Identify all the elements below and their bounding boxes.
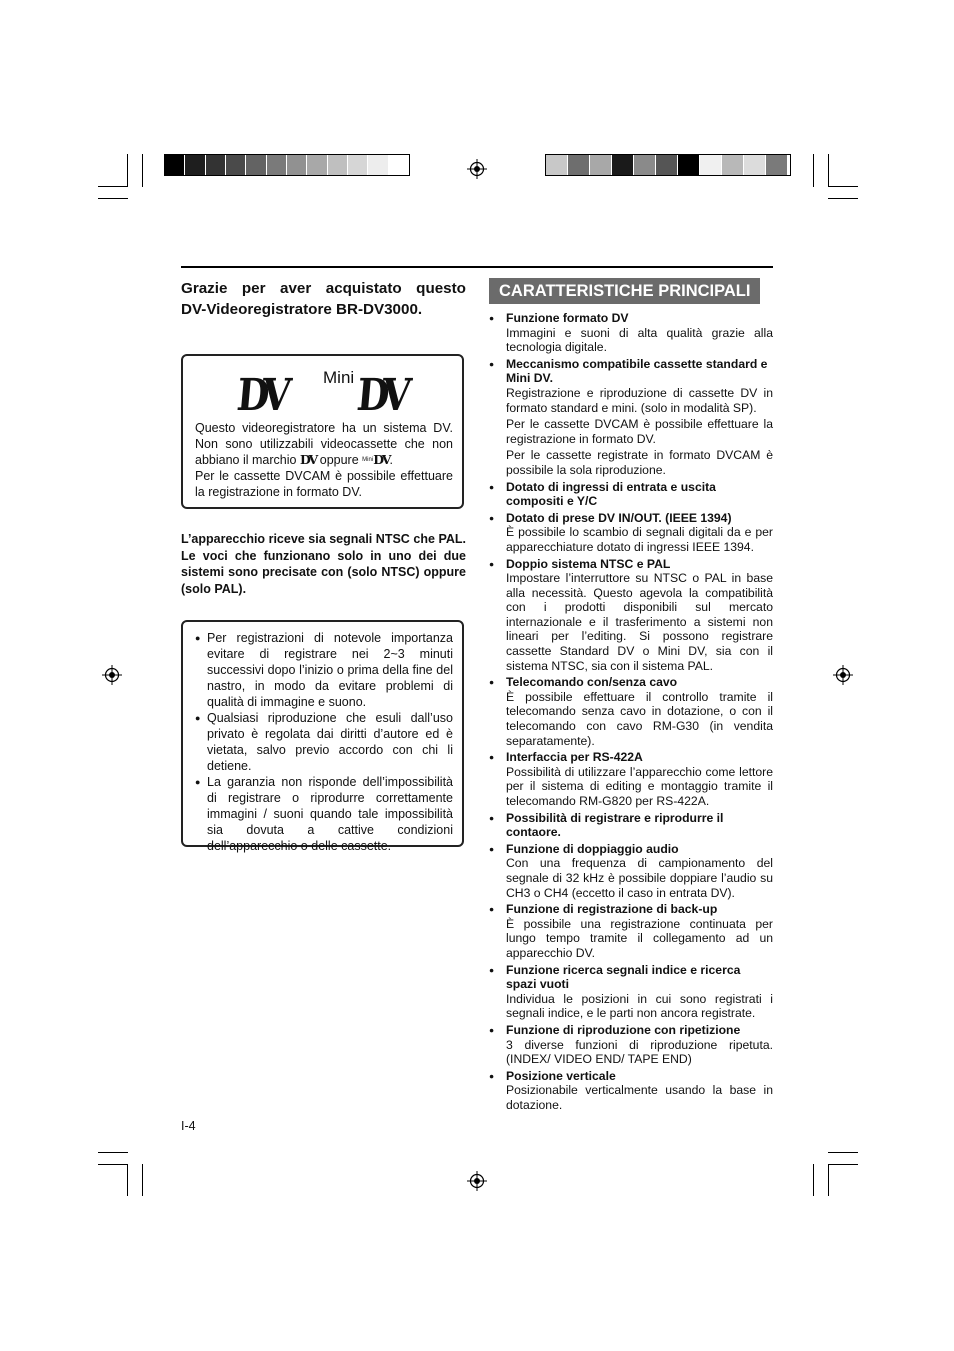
mini-dv-logo-icon: DV: [354, 370, 407, 421]
feature-title: ● Doppio sistema NTSC e PAL: [506, 556, 671, 571]
color-swatch: [328, 155, 348, 175]
feature-title: ● Funzione formato DV: [506, 311, 629, 325]
feature-description: Posizionabile verticalmente usando la base in dotazione.: [506, 1083, 773, 1112]
feature-item: [489, 357, 773, 478]
color-swatch: [246, 155, 266, 175]
logo-text-or: oppure: [319, 453, 359, 467]
feature-title: ● Meccanismo compatibile cassette standard e Mini DV.: [506, 356, 768, 386]
warning-item: ● La garanzia non risponde dell’impossibilità di registrare o riprodurre correttamente immagini / suoni quando tale impossibilità sia dovuta a cattive condizioni dell’apparecchio o delle cassette.: [195, 774, 453, 854]
crop-mark: [142, 1164, 143, 1196]
feature-title: ● Interfaccia per RS-422A: [506, 750, 643, 765]
intro-line-2: DV-Videoregistratore BR-DV3000.: [181, 301, 423, 318]
feature-item: [489, 750, 773, 808]
dv-mark-icon: DV: [299, 452, 317, 467]
crop-mark: [828, 154, 829, 187]
feature-title: ● Posizione verticale: [506, 1068, 616, 1083]
color-swatch: [348, 155, 368, 175]
logo-text-2: Per le cassette DVCAM è possibile effettuare la registrazione in formato DV.: [195, 469, 453, 499]
feature-item: [489, 675, 773, 748]
feature-note: Per le cassette DVCAM è possibile effettuare la registrazione in formato DV.: [506, 417, 773, 446]
registration-mark-icon: [467, 1171, 487, 1191]
intro-word: questo: [416, 280, 466, 297]
dv-logo-icon: DV: [234, 370, 287, 421]
feature-title: ● Funzione di registrazione di back-up: [506, 902, 718, 917]
feature-title: ● Funzione di riproduzione con ripetizione: [506, 1022, 741, 1037]
feature-item: [489, 963, 773, 1021]
warnings-list: [195, 630, 453, 854]
color-swatch: [368, 155, 388, 175]
crop-mark: [828, 1152, 858, 1153]
warning-item: ● Per registrazioni di notevole importanza evitare di registrare nei 2~3 minuti successivi dopo l’inizio o prima della fine del nastro, in modo da evitare problemi di qualità di immagine e suono.: [195, 630, 453, 710]
crop-mark: [98, 1152, 128, 1153]
feature-note: Per le cassette registrate in formato DVCAM è possibile la sola riproduzione.: [506, 448, 773, 477]
intro-word: Grazie: [181, 280, 228, 297]
feature-title: ● Funzione ricerca segnali indice e ricerca spazi vuoti: [506, 962, 741, 992]
feature-item: [489, 311, 773, 355]
color-swatch: [287, 155, 307, 175]
dv-logo-box: [181, 354, 464, 509]
feature-title: ● Dotato di prese DV IN/OUT. (IEEE 1394): [506, 510, 732, 525]
feature-item: [489, 842, 773, 900]
top-rule: [181, 266, 773, 268]
crop-mark: [127, 1164, 128, 1196]
feature-title: ● Dotato di ingressi di entrata e uscita compositi e Y/C: [506, 479, 716, 509]
ntsc-pal-note: L’apparecchio riceve sia segnali NTSC che PAL. Le voci che funzionano solo in uno dei due sistemi sono precisate con (solo NTSC) oppure (solo PAL).: [181, 532, 466, 596]
color-swatch: [165, 155, 185, 175]
feature-item: [489, 557, 773, 674]
feature-title: ● Possibilità di registrare e riprodurre il contaore.: [506, 810, 724, 840]
color-swatch: [185, 155, 205, 175]
crop-mark: [127, 154, 128, 187]
crop-mark: [142, 154, 143, 187]
crop-mark: [828, 186, 858, 187]
registration-mark-icon: [102, 665, 122, 685]
color-bars-left: [164, 154, 410, 176]
intro-word: aver: [280, 280, 312, 297]
feature-description: È possibile lo scambio di segnali digitali da e per apparecchiature dotato di ingressi IEEE 1394.: [506, 525, 773, 554]
color-swatch: [634, 155, 656, 175]
crop-mark: [828, 1164, 858, 1165]
color-swatch: [656, 155, 678, 175]
feature-item: [489, 902, 773, 960]
features-list: [489, 311, 773, 1112]
crop-mark: [813, 1164, 814, 1196]
crop-mark: [813, 154, 814, 187]
color-swatch: [568, 155, 590, 175]
dv-logo: [234, 368, 427, 421]
crop-mark: [98, 198, 128, 199]
intro-line-1: [181, 278, 466, 299]
feature-description: Individua le posizioni in cui sono registrati i segnali indice, e le parti non ancora registrate.: [506, 991, 773, 1021]
feature-description: Possibilità di utilizzare l’apparecchio come lettore per il sistema di editing e montaggio tramite il telecomando RM-G820 per RS-422A.: [506, 764, 773, 808]
color-swatch: [546, 155, 568, 175]
intro-word: per: [241, 280, 266, 297]
color-swatch: [766, 155, 788, 175]
mini-label: Mini: [323, 368, 355, 387]
feature-description: Con una frequenza di campionamento del segnale di 32 kHz è possibile doppiare l’audio su CH3 o CH4 (eccetto il caso in entrata DV).: [506, 856, 773, 900]
color-swatch: [307, 155, 327, 175]
color-swatch: [744, 155, 766, 175]
features-heading: CARATTERISTICHE PRINCIPALI: [489, 278, 760, 304]
feature-title: ● Telecomando con/senza cavo: [506, 675, 678, 690]
color-swatch: [267, 155, 287, 175]
page-number: I-4: [181, 1119, 196, 1133]
color-swatch: [700, 155, 722, 175]
feature-description: È possibile una registrazione continuata per lungo tempo tramite il collegamento ad un apparecchio DV.: [506, 916, 773, 960]
registration-mark-icon: [833, 665, 853, 685]
feature-item: [489, 811, 773, 840]
color-swatch: [722, 155, 744, 175]
feature-description: Impostare l’interruttore su NTSC o PAL in base alla necessità. Questo agevola la compatibilità con i prodotti disponibili sul mercato internazionale e il trasferimento a sistemi non lineari per l’editing. Si possono registrare cassette Standard DV o Mini DV, sia con il sistema NTSC, sia con il sistema PAL.: [506, 571, 773, 673]
crop-mark: [828, 1164, 829, 1196]
color-swatch: [389, 155, 409, 175]
color-swatch: [678, 155, 700, 175]
logo-text-1: Questo videoregistratore ha un sistema DV. Non sono utilizzabili videocassette che non abbiano il marchio: [195, 421, 453, 467]
logo-box-text: [195, 420, 453, 500]
color-swatch: [612, 155, 634, 175]
logo-text-end: .: [389, 453, 393, 467]
intro-title: [181, 278, 466, 320]
feature-description: 3 diverse funzioni di riproduzione ripetuta. (INDEX/ VIDEO END/ TAPE END): [506, 1037, 773, 1067]
feature-description: È possibile effettuare il controllo tramite il telecomando senza cavo in dotazione, o con il telecomando con cavo RM-G30 (in vendita separatamente).: [506, 689, 773, 748]
crop-mark: [828, 198, 858, 199]
feature-item: [489, 1023, 773, 1067]
mini-dv-mark-icon: $^{Mini}$DV: [362, 452, 390, 467]
color-swatch: [206, 155, 226, 175]
color-swatch: [226, 155, 246, 175]
color-bars-right: [545, 154, 791, 176]
intro-word: acquistato: [325, 280, 402, 297]
feature-item: [489, 1069, 773, 1113]
registration-mark-icon: [467, 159, 487, 179]
crop-mark: [98, 186, 128, 187]
feature-description: Immagini e suoni di alta qualità grazie alla tecnologia digitale.: [506, 325, 773, 355]
feature-item: [489, 511, 773, 555]
feature-item: [489, 480, 773, 509]
feature-description: Registrazione e riproduzione di cassette DV in formato standard e mini. (solo in modalità SP).: [506, 385, 773, 415]
feature-title: ● Funzione di doppiaggio audio: [506, 841, 679, 856]
features-section: [489, 278, 773, 1114]
warning-item: ● Qualsiasi riproduzione che esuli dall’uso privato è regolata dai diritti d’autore ed è vietata, salvo previo accordo con chi li detiene.: [195, 710, 453, 774]
color-swatch: [590, 155, 612, 175]
crop-mark: [98, 1164, 128, 1165]
warnings-box: [181, 620, 464, 853]
